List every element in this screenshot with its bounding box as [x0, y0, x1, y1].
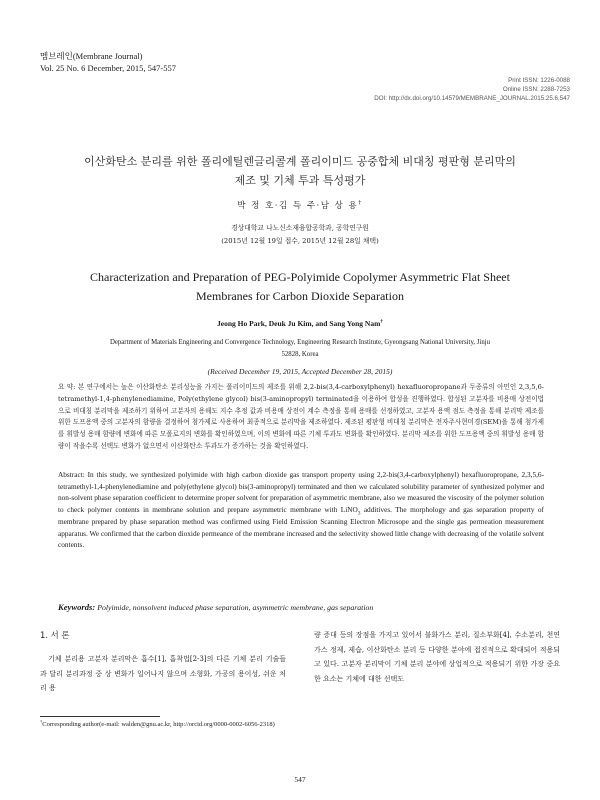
lino3-subscript: 3 — [357, 510, 361, 517]
english-abstract — [58, 469, 544, 551]
print-issn: Print ISSN: 1226-0088 — [508, 77, 570, 84]
footnote-text: Corresponding author(e-mail: walden@gnu.ac.kr, http://orcid.org/0000-0002-6056-2318) — [42, 721, 275, 728]
korean-abstract-label: 요 약: — [58, 383, 76, 391]
korean-title — [40, 152, 560, 190]
korean-dates: (2015년 12월 19일 접수, 2015년 12월 28일 채택) — [221, 237, 379, 245]
korean-affiliation: 경상대학교 나노신소재융합공학과, 공학연구원 — [231, 224, 369, 232]
body-left-column: 기체 분리용 고분자 분리막은 흡수[1], 흡착법[2-3]의 다른 기체 분리 기술들과 달리 분리과정 중 상 변화가 일어나지 않으며 소형화, 가공의 용이성, 쉬운 처리 용 — [40, 655, 286, 692]
english-authors — [0, 319, 600, 328]
journal-name: 멤브레인(Membrane Journal) — [40, 51, 143, 61]
online-issn: Online ISSN: 2288-7253 — [502, 86, 570, 93]
korean-abstract — [58, 382, 544, 453]
english-affiliation — [58, 337, 542, 360]
english-affiliation-line1: Department of Materials Engineering and Convergence Technology, Engineering Research Institute, Gyeongsang National University, Jinju — [109, 339, 491, 346]
english-abstract-text-cont: additives. The morphology and gas separation property of membrane prepared by phase separation method was confirmed using Field Emission Scanning Electron Microsope and the single gas permeation measurement apparatus. We confirmed that the carbon dioxide permeance of the membrane increased and the selectivity showed little change with decreasing of the volatile solvent contents. — [58, 505, 544, 550]
english-title — [70, 268, 530, 306]
korean-title-line2: 제조 및 기체 투과 특성평가 — [234, 174, 366, 187]
english-abstract-label: Abstract: — [58, 470, 85, 479]
korean-abstract-text: 본 연구에서는 높은 이산화탄소 분리성능을 가지는 폴리이미드의 제조를 위해 2,2-bis(3,4-carboxylphenyl) hexafluoropropane과 두종류의 아민인 2,3,5,6-tetramethyl-1,4-phenylenediamine, Poly(ethylene glycol) bis(3-aminopropyl) terminated을 이용하여 합성을 진행하였다. 합성된 고분자를 비용매 상전이법으로 비대칭 분리막을 제조하기 위하여 고분자의 용해도 지수 추정 값과 비용매 상전이 계수 측정을 통해 용매를 선정하였고, 고분자 용액 점도 측정을 통해 분리막 제조를 위한 도프용액 중의 고분자의 함량을 결정하여 첨가제로 사용하여 최종적으로 분리막을 제조하였다. 제조된 평판형 비대칭 분리막은 전자주사현미경(SEM)을 통해 첨가제를 휘발성 용매 함량에 변화에 따른 모폴로지의 변화를 확인하였으며, 이의 변화에 따른 기체 투과도 변화를 확인하였다. 분리막 제조를 위한 도프용액 중의 휘발성 용매 함량이 작을수록 선택도 변화가 없으면서 이산화탄소 투과도가 증가하는 것을 확인하였다. — [58, 383, 544, 450]
volume-info: Vol. 25 No. 6 December, 2015, 547-557 — [40, 63, 176, 73]
keywords-text: Polyimide, nonsolvent induced phase separation, asymmetric membrane, gas separation — [97, 603, 374, 612]
english-dates: (Received December 19, 2015, Accepted December 28, 2015) — [207, 367, 393, 376]
korean-authors — [0, 199, 600, 211]
english-affiliation-line2: 52828, Korea — [281, 350, 319, 358]
corresponding-mark: † — [380, 318, 383, 325]
corresponding-mark: † — [358, 199, 363, 207]
footnote-divider — [40, 716, 160, 717]
english-abstract-text: In this study, we synthesized polyimide with high carbon dioxide gas transport property using 2,2-bis(3,4-carboxylphenyl) hexafluoropropane, 2,3,5,6-tetramethyl-1,4-phenylenediamine and poly(ethylene glycol) bis(3-aminopropyl) terminated and then we calculated solubility parameter of synthesized polymer and non-solvent phase separation coefficient to determine proper solvent for preparation of asymmetric membrane, also we measured the viscosity of the polymer solution to check polymer contents in membrane solution and prepare asymmetric membrane with LiNO — [58, 470, 545, 515]
issn-block — [374, 76, 570, 103]
page-number: 547 — [294, 775, 306, 784]
english-title-line2: Membranes for Carbon Dioxide Separation — [196, 289, 404, 303]
korean-title-line1: 이산화탄소 분리를 위한 폴리에틸렌글리콜계 폴리이미드 공중합체 비대칭 평판형 분리막의 — [84, 155, 516, 168]
section-heading-introduction: 1. 서 론 — [40, 630, 70, 640]
keywords-label: Keywords: — [58, 602, 96, 612]
keywords — [58, 602, 544, 612]
body-right-column: 량 증대 등의 장점을 가지고 있어서 불화가스 분리, 질소부화[4], 수소분리, 천연가스 정제, 제습, 이산화탄소 분리 등 다양한 분야에 접진적으로 확대되어 적용되고 있다. 고분자 분리막이 기체 분리 분야에 상업적으로 적용되기 위한 가장 중요한 요소는 기체에 대한 선택도 — [314, 631, 560, 683]
footnote-mark: † — [40, 718, 43, 724]
korean-affiliation-block — [0, 222, 600, 248]
english-author-names: Jeong Ho Park, Deuk Ju Kim, and Sang Yong Nam — [217, 319, 381, 328]
footnote — [40, 718, 275, 728]
korean-author-names: 박 정 호·김 득 주·남 상 용 — [237, 201, 359, 211]
doi-link[interactable]: DOI: http://dx.doi.org/10.14579/MEMBRANE_JOURNAL.2015.25.6.547 — [374, 95, 570, 102]
english-title-line1: Characterization and Preparation of PEG-Polyimide Copolymer Asymmetric Flat Sheet — [90, 270, 510, 284]
